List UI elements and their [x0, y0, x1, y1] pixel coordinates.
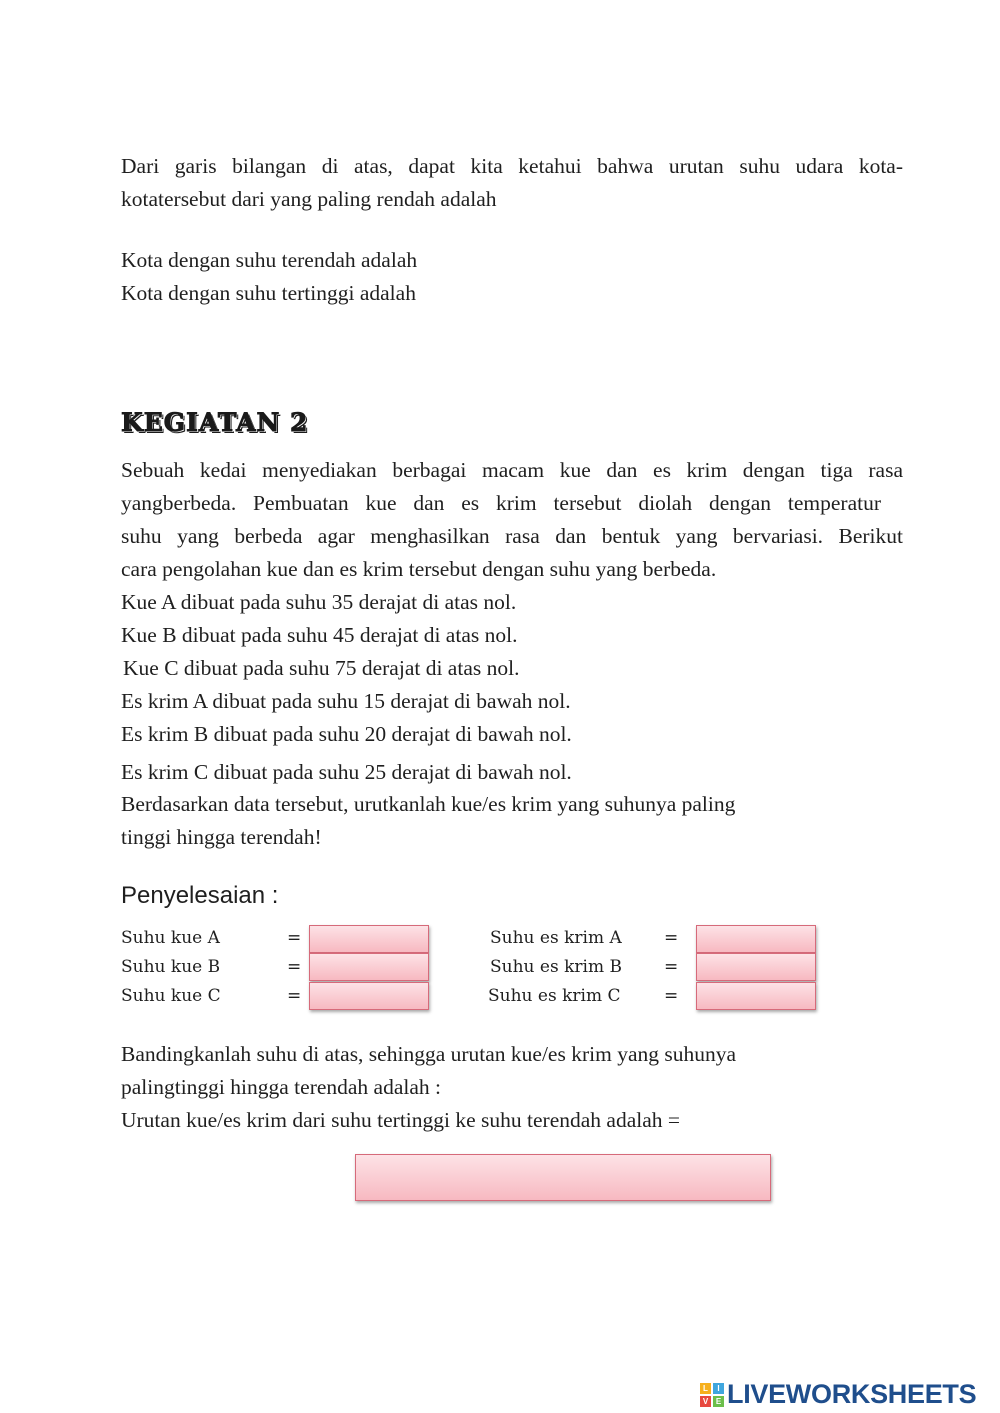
para-line-2: yangberbeda. Pembuatan kue dan es krim tersebut diolah dengan temperatur: [121, 491, 881, 515]
logo-grid-letter: I: [713, 1383, 724, 1394]
logo-grid-letter: E: [713, 1396, 724, 1407]
label-suhu-es-krim-b: Suhu es krim B: [490, 957, 622, 977]
para-line-1: Sebuah kedai menyediakan berbagai macam kue dan es krim dengan tiga rasa: [121, 458, 903, 482]
equals-sign: =: [287, 986, 302, 1006]
fact-kue-b: Kue B dibuat pada suhu 45 derajat di atas nol.: [121, 623, 518, 647]
answer-box-es-krim-a[interactable]: [696, 925, 816, 953]
label-suhu-kue-a: Suhu kue A: [121, 928, 220, 948]
answer-box-kue-b[interactable]: [309, 953, 429, 981]
highest-city-text: Kota dengan suhu tertinggi adalah: [121, 281, 416, 305]
fact-es-krim-c: Es krim C dibuat pada suhu 25 derajat di bawah nol.: [121, 760, 572, 784]
fact-kue-c: Kue C dibuat pada suhu 75 derajat di atas nol.: [123, 656, 520, 680]
answer-box-kue-a[interactable]: [309, 925, 429, 953]
answer-box-kue-c[interactable]: [309, 982, 429, 1010]
lowest-city-text: Kota dengan suhu terendah adalah: [121, 248, 418, 272]
question-line-1: Berdasarkan data tersebut, urutkanlah kue/es krim yang suhunya paling: [121, 792, 736, 816]
compare-line-3: Urutan kue/es krim dari suhu tertinggi ke suhu terendah adalah =: [121, 1108, 681, 1132]
fact-es-krim-a: Es krim A dibuat pada suhu 15 derajat di bawah nol.: [121, 689, 571, 713]
liveworksheets-logo: [700, 1379, 976, 1410]
solution-title: Penyelesaian :: [121, 882, 279, 909]
fact-kue-a: Kue A dibuat pada suhu 35 derajat di atas nol.: [121, 590, 517, 614]
equals-sign: =: [287, 928, 302, 948]
order-answer-box[interactable]: [355, 1154, 771, 1201]
activity-title: KEGIATAN 2: [121, 408, 309, 437]
equals-sign: =: [287, 957, 302, 977]
compare-line-1: Bandingkanlah suhu di atas, sehingga urutan kue/es krim yang suhunya: [121, 1042, 737, 1066]
label-suhu-kue-b: Suhu kue B: [121, 957, 221, 977]
brand-name: LIVEWORKSHEETS: [727, 1379, 977, 1409]
equals-sign: =: [664, 957, 679, 977]
question-line-2: tinggi hingga terendah!: [121, 825, 322, 849]
logo-grid-icon: [700, 1383, 724, 1407]
equals-sign: =: [664, 986, 679, 1006]
equals-sign: =: [664, 928, 679, 948]
answer-box-es-krim-b[interactable]: [696, 953, 816, 981]
para-line-4: cara pengolahan kue dan es krim tersebut dengan suhu yang berbeda.: [121, 557, 717, 581]
label-suhu-kue-c: Suhu kue C: [121, 986, 221, 1006]
label-suhu-es-krim-a: Suhu es krim A: [490, 928, 622, 948]
logo-grid-letter: L: [700, 1383, 711, 1394]
label-suhu-es-krim-c: Suhu es krim C: [488, 986, 621, 1006]
logo-grid-letter: V: [700, 1396, 711, 1407]
intro-line-2: kotatersebut dari yang paling rendah adalah: [121, 187, 497, 211]
compare-line-2: palingtinggi hingga terendah adalah :: [121, 1075, 442, 1099]
answer-box-es-krim-c[interactable]: [696, 982, 816, 1010]
intro-line-1: Dari garis bilangan di atas, dapat kita ketahui bahwa urutan suhu udara kota-: [121, 154, 903, 178]
para-line-3: suhu yang berbeda agar menghasilkan rasa dan bentuk yang bervariasi. Berikut: [121, 524, 903, 548]
fact-es-krim-b: Es krim B dibuat pada suhu 20 derajat di bawah nol.: [121, 722, 572, 746]
